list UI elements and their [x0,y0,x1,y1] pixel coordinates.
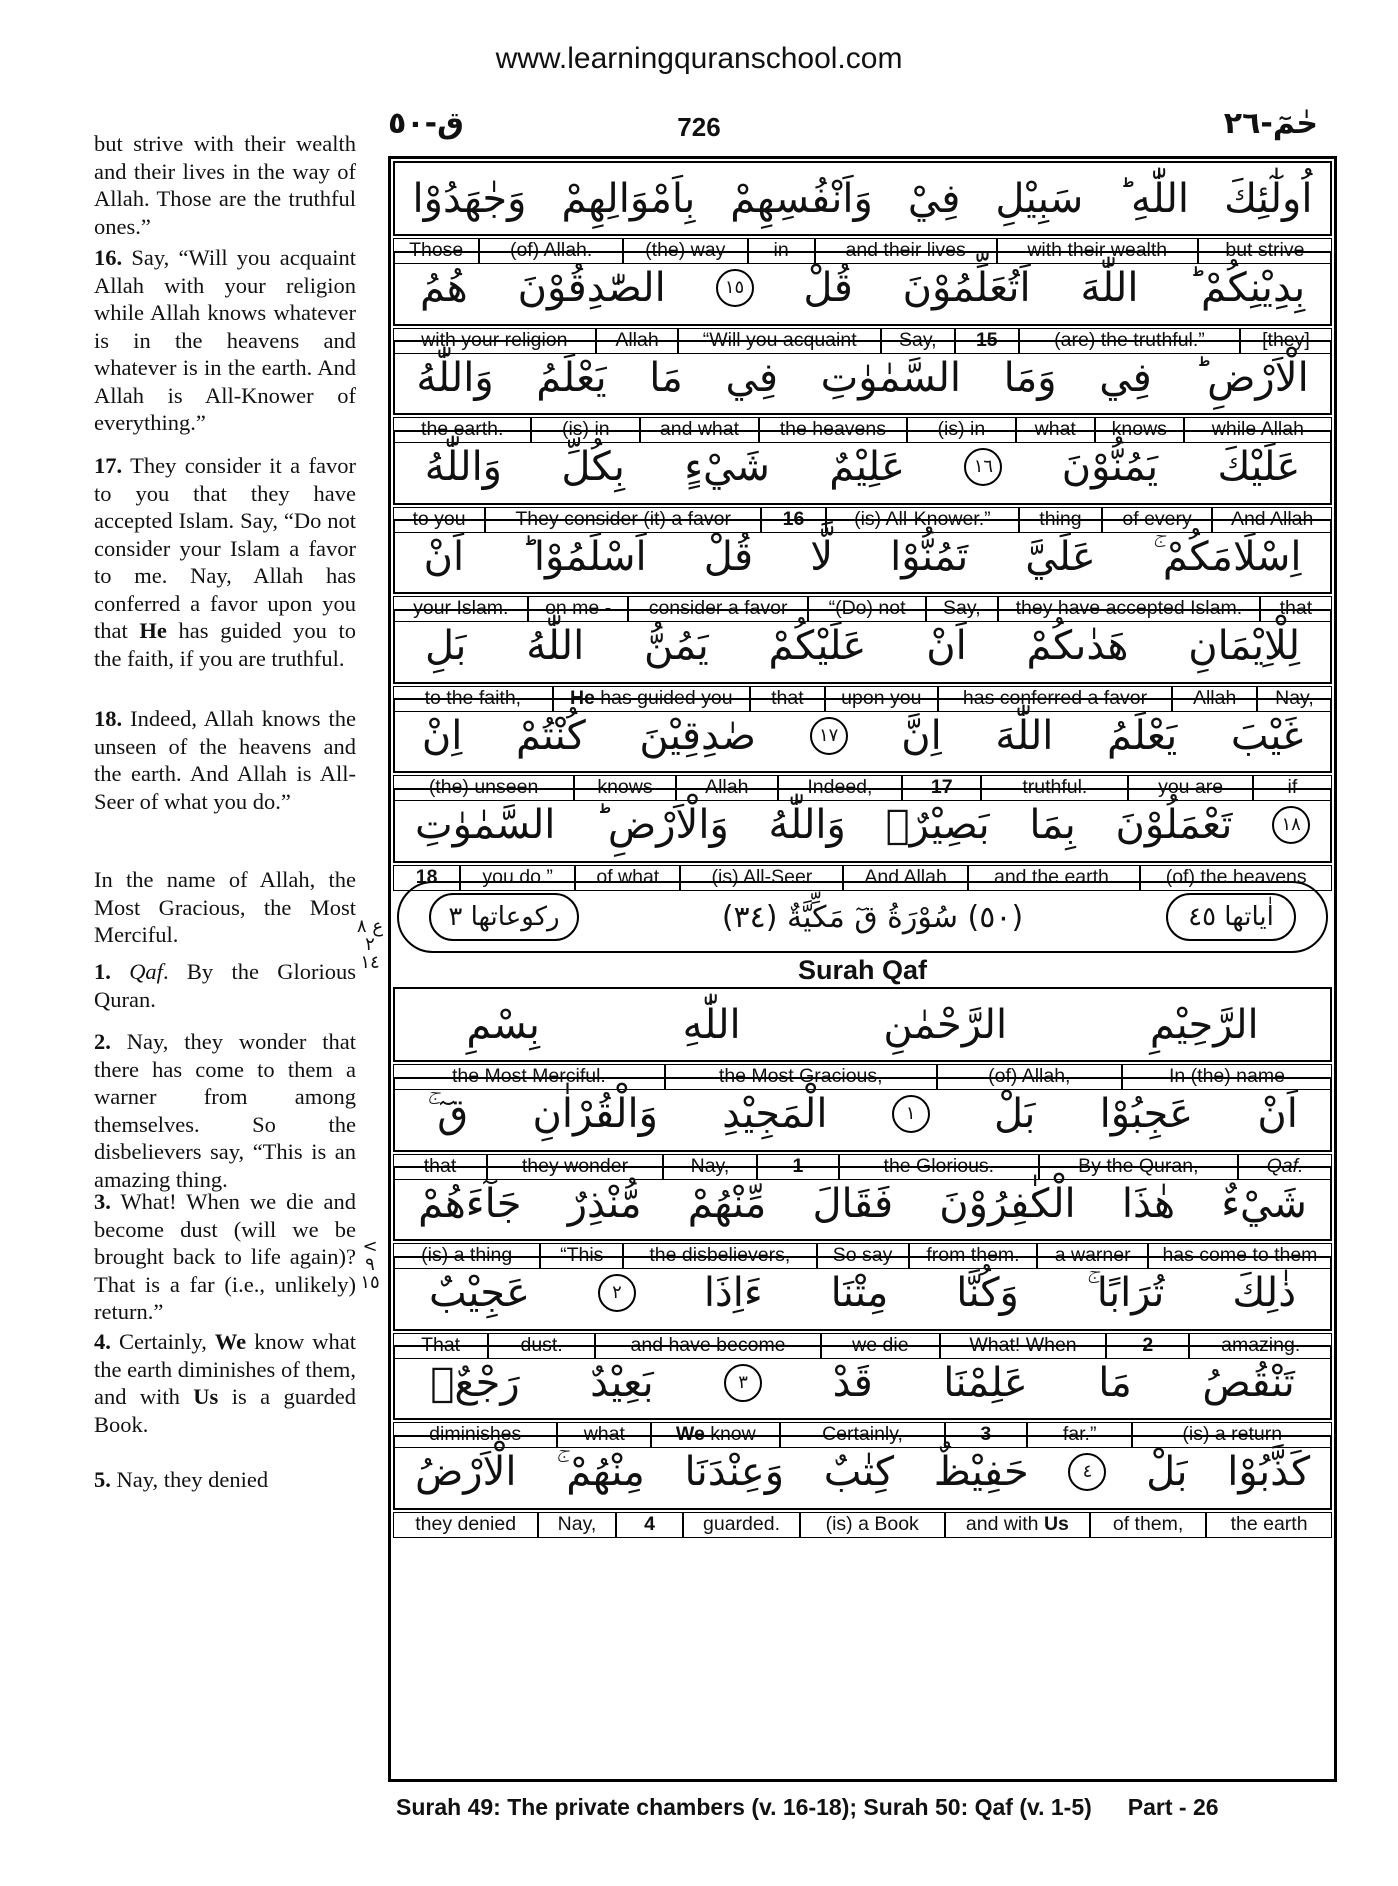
gloss-cell: “This [540,1243,623,1269]
gloss-cell: has come to them [1148,1243,1332,1269]
gloss-cell: Nay, [1257,686,1332,712]
gloss-cell: with their wealth [997,238,1198,264]
translation-basmala [94,866,356,949]
verse-panel [388,156,1337,1782]
arabic-word: جَآءَهُمْ [418,1180,522,1227]
gloss-cell: to you [393,507,485,533]
arabic-word: تَمُنُّوْا [890,533,969,580]
verse-number: 16. [94,245,123,270]
ruku-count: رکوعاتها ٣ [429,893,579,941]
gloss-cell: truthful. [981,775,1128,801]
gloss-cell: [they] [1240,328,1332,354]
ruku-mark: < ٩ ١٥ [360,1236,380,1293]
arabic-word: بِاَمْوَالِهِمْ [561,175,696,222]
arabic-word: السَّمٰوٰتِ [414,802,556,848]
translation-text: but strive with their wealth and their lives in the way of Allah. Those are the truthful ones.” [94,131,356,239]
gloss-cell: So say [817,1243,909,1269]
arabic-word: مَا [649,354,683,401]
arabic-word: فِي [725,354,778,401]
ayah-number: ٣ [724,1364,762,1402]
arabic-word: وَعِنْدَنَا [684,1449,785,1495]
arabic-line [393,788,1332,863]
arabic-word: وَاللّٰهُ [768,802,846,848]
gloss-cell: (are) the truthful.” [1019,328,1240,354]
arabic-word: عَلَيْكُمْ [768,623,867,669]
gloss-cell: (of) Allah, [937,1064,1122,1090]
arabic-word: بِدِيْنِكُمْ ؕ [1188,265,1306,311]
arabic-word: مِّنْهُمْ [687,1180,767,1227]
translation-18 [94,705,356,815]
arabic-word: الْكٰفِرُوْنَ [939,1180,1076,1227]
arabic-word: شَيْءٍ [684,444,770,490]
gloss-cell: and have become [595,1333,821,1359]
gloss-cell: Nay, [538,1512,615,1538]
arabic-word: بَعِيْدٌ [590,1359,654,1406]
gloss-cell: from them. [909,1243,1038,1269]
arabic-word: هَدٰىكُمْ [1026,623,1129,669]
arabic-line [393,1256,1332,1331]
ayah-number: ١٧ [810,717,848,755]
gloss-cell: Say, [926,596,998,622]
gloss-cell: 16 [761,507,825,533]
arabic-word: بَلِ [424,623,467,669]
gloss-cell: “Will you acquaint [678,328,881,354]
arabic-line [393,251,1332,326]
arabic-word: كِتٰبٌ [823,1449,895,1495]
arabic-word: تَعْمَلُوْنَ [1115,802,1233,848]
gloss-cell: your Islam. [393,596,528,622]
arabic-word: لِلْاِيْمَانِ [1188,623,1301,669]
gloss-cell: they have accepted Islam. [998,596,1260,622]
arabic-word: تَنْقُصُ [1202,1359,1295,1406]
arabic-line [393,519,1332,594]
arabic-word: صٰدِقِيْنَ [639,712,756,759]
arabic-word: بَلْ [1146,1449,1188,1495]
verse-number: 5. [94,1467,111,1492]
gloss-cell: Allah [676,775,778,801]
arabic-word: ءَاِذَا [703,1270,763,1316]
arabic-word: وَكُنَّا [956,1270,1019,1316]
arabic-word: اَسْلَمُوْا ؕ [521,533,647,580]
gloss-cell: What! When [940,1333,1106,1359]
gloss-cell: dust. [488,1333,595,1359]
gloss-cell: that [1260,596,1332,622]
translation-text: Nay, they denied [116,1467,269,1492]
translation-text-italic: Qaf [129,959,163,984]
arabic-word: اَنْ [423,533,465,580]
english-gloss-line [393,1512,1332,1538]
gloss-cell: to the faith, [393,686,553,712]
gloss-cell: and their lives [815,238,997,264]
gloss-cell: And Allah [843,865,968,891]
arabic-word: يَمُنُّوْنَ [1061,444,1159,490]
arabic-word: وَاَنْفُسِهِمْ [730,175,873,222]
translation-2 [94,1028,356,1193]
arabic-word: قَدْ [832,1359,873,1406]
verse-number: 4. [94,1329,111,1354]
arabic-word: فِيْ [907,175,961,222]
gloss-cell: the disbelievers, [623,1243,816,1269]
arabic-word: مَا [1098,1359,1132,1406]
arabic-line [393,609,1332,684]
gloss-cell: knows [1095,417,1184,443]
arabic-word: الرَّحِيْمِ [1149,1001,1259,1048]
translation-text: What! When we die and become dust (will we be brought back to life again)? That is a far (i.e., unlikely) return.” [94,1189,357,1324]
arabic-word: اِنَّ [901,712,942,759]
translation-text-bold: We [214,1329,247,1354]
gloss-cell: that [393,1154,487,1180]
arabic-line [393,340,1332,415]
gloss-cell: He has guided you [553,686,750,712]
gloss-cell: a warner [1037,1243,1147,1269]
page-footer [396,1794,1219,1821]
arabic-word: اللّٰهِ [682,1001,741,1048]
arabic-word: الْاَرْضُ [414,1449,517,1495]
gloss-cell: (the) way [623,238,748,264]
arabic-line [393,1077,1332,1152]
translation-text: Say, “Will you acquaint Allah with your religion while Allah knows whatever is in the heavens and whatever is in the earth. And Allah is All-Knower of everything.” [94,245,357,435]
gloss-cell: 15 [955,328,1019,354]
gloss-cell: knows [574,775,676,801]
gloss-cell: upon you [825,686,938,712]
translation-text: . By the Glorious Quran. [94,959,356,1012]
footer-text: Surah 49: The private chambers (v. 16-18); Surah 50: Qaf (v. 1-5) [396,1794,1092,1820]
arabic-word: وَاللّٰهُ [416,354,494,401]
gloss-cell: (of) Allah. [479,238,623,264]
ayah-number: ٢ [598,1274,636,1312]
gloss-cell: we die [821,1333,940,1359]
verse-number: 18. [94,706,123,731]
arabic-line [393,698,1332,773]
gloss-cell: And Allah [1212,507,1332,533]
arabic-word: يَعْلَمُ [536,354,607,401]
arabic-word: اَنْ [926,623,967,669]
arabic-word: الْاَرْضِ ؕ [1194,354,1309,401]
header-surah-left: ق-٥٠ [388,106,464,141]
gloss-cell: has conferred a favor [938,686,1173,712]
gloss-cell: of every [1102,507,1212,533]
gloss-cell: (is) a return [1132,1422,1332,1448]
page-number: 726 [677,112,721,142]
gloss-cell: amazing. [1189,1333,1332,1359]
arabic-word: اَنْ [1257,1091,1298,1137]
gloss-cell: if [1253,775,1332,801]
arabic-word: قٓ ۚ [427,1091,469,1137]
surah-name-arabic: (٥٠) سُوْرَةُ قٓ مَكِّيَّةٌ (٣٤) [721,899,1024,935]
arabic-word: الْمَجِيْدِ [722,1091,828,1137]
gloss-cell: Nay, [663,1154,757,1180]
arabic-word: سَبِيْلِ [995,175,1084,222]
ruku-mark: ع ٨ ٢ ١٤ [356,916,384,973]
gloss-cell: (of) the heavens [1140,865,1332,891]
gloss-cell: of what [575,865,680,891]
arabic-word: مِنْهُمْ ۚ [556,1449,645,1495]
gloss-cell: Indeed, [778,775,902,801]
translation-16 [94,244,356,437]
arabic-word: شَيْءٌ [1221,1180,1307,1227]
ayah-number: ١٨ [1272,806,1310,844]
translation-1 [94,958,356,1013]
ayah-number: ١٦ [964,448,1002,486]
gloss-cell: while Allah [1184,417,1332,443]
arabic-word: ذٰلِكَ [1232,1270,1297,1316]
arabic-word: كَذَّبُوْا [1227,1449,1311,1495]
translation-17 [94,452,356,672]
verse-number: 2. [94,1029,111,1054]
verse-number: 3. [94,1189,111,1214]
gloss-cell: (is) All-Knower.” [826,507,1019,533]
gloss-cell: the Most Gracious, [665,1064,937,1090]
arabic-word: مُّنْذِرٌ [567,1180,642,1227]
arabic-word: كُنْتُمْ [515,712,586,759]
gloss-cell: 18 [393,865,460,891]
arabic-word: اللّٰهَ [995,712,1054,759]
gloss-cell: and with Us [945,1512,1090,1538]
arabic-word: عَلَيَّ [1025,533,1096,580]
gloss-cell: they wonder [487,1154,663,1180]
arabic-word: مِتْنَا [830,1270,889,1316]
gloss-cell: 2 [1106,1333,1189,1359]
gloss-cell: the earth. [393,417,531,443]
gloss-cell: 17 [902,775,981,801]
gloss-cell: the earth [1206,1512,1332,1538]
arabic-word: عَلِيْمٌ [829,444,906,490]
arabic-word: اِسْلَامَكُمْ ۚ [1152,533,1302,580]
translation-text: In the name of Allah, the Most Gracious, the Most Merciful. [94,867,356,947]
gloss-cell: far.” [1027,1422,1133,1448]
gloss-cell: you are [1128,775,1252,801]
translation-text: know what the earth diminishes of them, and with [94,1329,356,1409]
gloss-cell: By the Quran, [1039,1154,1239,1180]
translation-text: is a guarded Book. [94,1384,356,1437]
gloss-cell: you do.” [460,865,575,891]
gloss-cell: Allah [1172,686,1257,712]
gloss-cell: of them, [1090,1512,1206,1538]
gloss-cell: (the) unseen [393,775,574,801]
site-url: www.learningquranschool.com [495,42,903,75]
gloss-cell: Certainly, [780,1422,944,1448]
arabic-line [393,987,1332,1062]
gloss-cell: That [393,1333,488,1359]
translation-5 [94,1466,356,1494]
ayah-count: اٰياتها ٤٥ [1166,893,1296,941]
arabic-word: تُرَابًا ۚ [1086,1270,1165,1316]
translation-text: They consider it a favor to you that they have accepted Islam. Say, “Do not consider your Islam a favor to me. Nay, Allah has conferred a favor upon you that [94,453,356,643]
gloss-cell: with your religion [393,328,596,354]
arabic-word: الصّٰدِقُوْنَ [517,265,666,311]
gloss-cell: the heavens [759,417,907,443]
gloss-cell: thing [1019,507,1102,533]
translation-text: Certainly, [118,1329,215,1354]
gloss-cell: they denied [393,1512,538,1538]
gloss-cell: (is) a thing [393,1243,540,1269]
arabic-word: هُمُ [420,265,468,311]
gloss-cell: 4 [616,1512,684,1538]
arabic-word: عَجِبُوْا [1099,1091,1194,1137]
arabic-line [393,1435,1332,1510]
gloss-cell: 3 [945,1422,1027,1448]
arabic-word: فَقَالَ [812,1180,894,1227]
gloss-cell: (is) All-Seer [680,865,843,891]
footer-part: Part - 26 [1127,1794,1219,1820]
arabic-word: اَتُعَلِّمُوْنَ [902,265,1031,311]
gloss-cell: consider a favor [628,596,809,622]
arabic-word: بَصِيْرٌۢ [885,802,990,848]
arabic-word: بِكُلِّ [561,444,625,490]
gloss-cell: They consider (it) a favor [485,507,761,533]
surah-header-banner [397,881,1328,953]
arabic-word: بِمَا [1029,802,1076,848]
gloss-cell: what [1016,417,1095,443]
gloss-cell: on me - [528,596,627,622]
arabic-word: يَعْلَمُ [1107,712,1178,759]
translation-text: Indeed, Allah knows the unseen of the heavens and the earth. And Allah is All-Seer of what you do.” [94,706,356,814]
gloss-cell: the Glorious. [839,1154,1039,1180]
arabic-word: اللّٰهِ ؕ [1118,175,1190,222]
arabic-word: عَلِمْنَا [943,1359,1028,1406]
arabic-word: قُلْ [803,265,853,311]
gloss-cell: guarded. [683,1512,799,1538]
arabic-word: وَالْقُرْاٰنِ [532,1091,658,1137]
translation-text-bold: He [139,618,167,643]
gloss-cell: but strive [1198,238,1332,264]
verse-number: 17. [94,453,123,478]
arabic-word: وَالْاَرْضِ ؕ [595,802,729,848]
arabic-word: قُلْ [703,533,754,580]
arabic-word: عَجِيْبٌ [428,1270,530,1316]
arabic-word: وَمَا [1003,354,1057,401]
ayah-number: ٤ [1068,1453,1106,1491]
verse-number: 1. [94,959,111,984]
arabic-word: بَلْ [993,1091,1036,1137]
arabic-word: غَيْبَ [1230,712,1304,759]
arabic-word: حَفِيْظٌ [933,1449,1029,1495]
translation-text: has guided you to the faith, if you are truthful. [94,618,357,671]
arabic-word: وَجٰهَدُوْا [412,175,527,222]
gloss-cell: that [750,686,825,712]
arabic-word: اِنْ [421,712,463,759]
gloss-cell: “(Do) not [808,596,925,622]
gloss-cell: Those [393,238,479,264]
translation-text-bold: Us [193,1384,219,1409]
gloss-cell: Qaf. [1238,1154,1332,1180]
arabic-word: الرَّحْمٰنِ [883,1001,1008,1048]
translation-text: Nay, they wonder that there has come to them a warner from among themselves. So the disbelievers say, “This is an amazing thing. [94,1029,357,1192]
arabic-line [393,161,1332,236]
gloss-cell: the Most Merciful. [393,1064,665,1090]
arabic-word: عَلَيْكَ [1217,444,1301,490]
arabic-word: فِي [1099,354,1152,401]
translation-4 [94,1328,356,1438]
arabic-word: وَاللّٰهُ [424,444,502,490]
translation-3 [94,1188,356,1326]
arabic-word: اُولٰٓئِكَ [1224,175,1313,222]
surah-title: Surah Qaf [797,955,928,985]
arabic-word: بِسْمِ [466,1001,540,1048]
arabic-word: لَّا [810,533,834,580]
gloss-cell: diminishes [393,1422,557,1448]
arabic-line [393,430,1332,505]
ayah-number: ١ [892,1095,930,1133]
gloss-cell: (is) a Book [800,1512,945,1538]
header-part-right: حٰمٓ-٢٦ [1223,106,1318,141]
ayah-number: ١٥ [716,269,754,307]
arabic-word: اللّٰهَ [1080,265,1139,311]
translation-cont [94,130,356,240]
arabic-word: اللّٰهُ [526,623,585,669]
gloss-cell: in [748,238,815,264]
gloss-cell: We know [651,1422,780,1448]
arabic-word: هٰذَا [1121,1180,1176,1227]
gloss-cell: and the earth. [968,865,1140,891]
arabic-line [393,1345,1332,1420]
arabic-word: يَمُنُّ [644,623,709,669]
gloss-cell: Say, [881,328,955,354]
gloss-cell: In (the) name [1122,1064,1332,1090]
gloss-cell: Allah [596,328,679,354]
gloss-cell: (is) in [531,417,640,443]
gloss-cell: and what [640,417,759,443]
gloss-cell: what [557,1422,651,1448]
arabic-line [393,1166,1332,1241]
arabic-word: رَجْعٌۢ [430,1359,520,1406]
gloss-cell: (is) in [907,417,1016,443]
gloss-cell: 1 [757,1154,839,1180]
arabic-word: السَّمٰوٰتِ [820,354,962,401]
